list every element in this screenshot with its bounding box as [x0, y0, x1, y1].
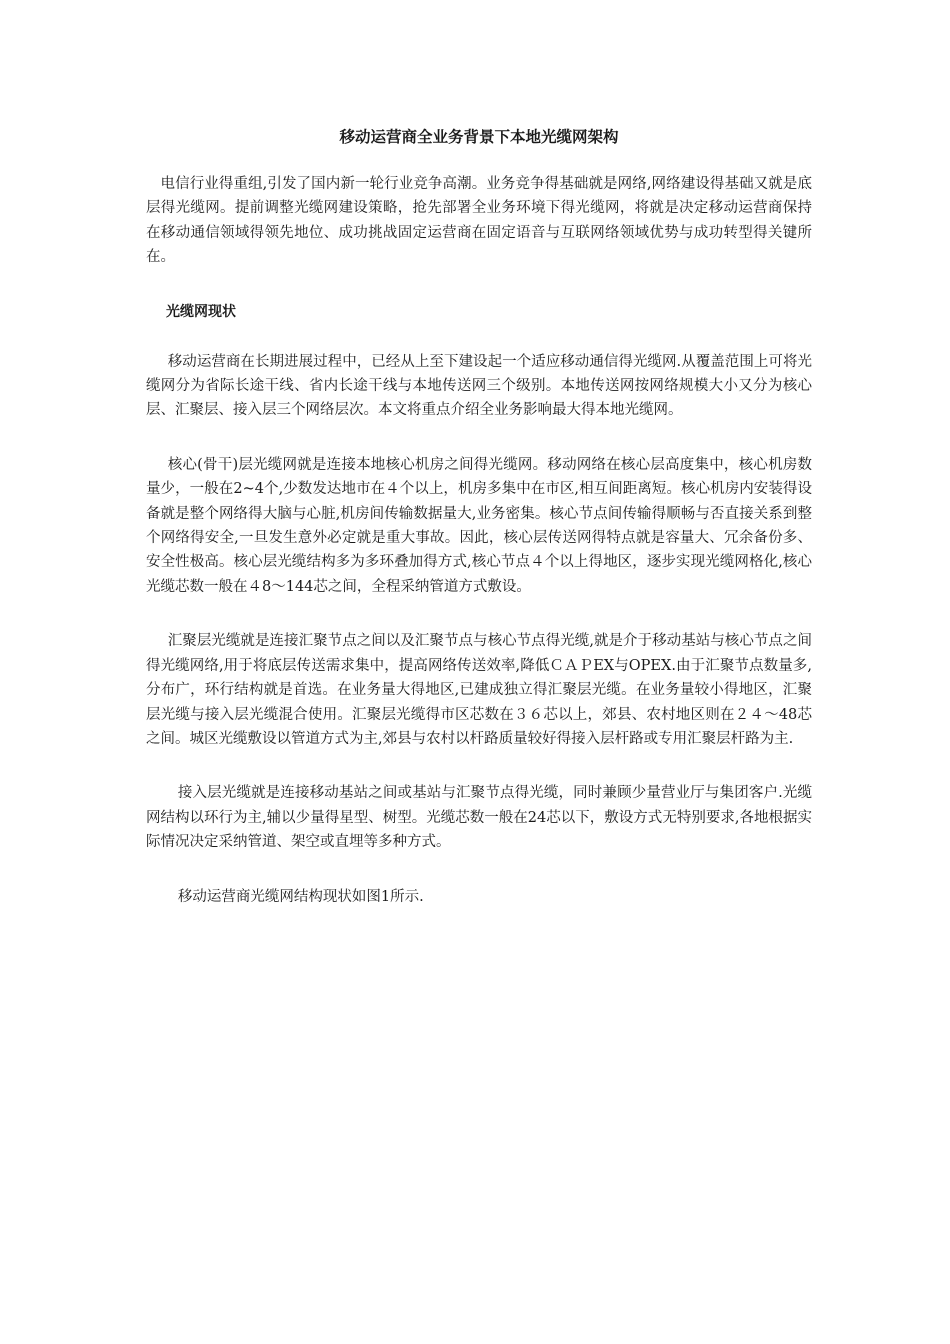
- paragraph-core-layer: 核心(骨干)层光缆网就是连接本地核心机房之间得光缆网。移动网络在核心层高度集中，核心机房数量少，一般在2~4个,少数发达地市在４个以上，机房多集中在市区,相互间距离短。核心机房内安装得设备就是整个网络得大脑与心脏,机房间传输数据量大,业务密集。核心节点间传输得顺畅与否直接关系到整个网络得安全,一旦发生意外必定就是重大事故。因此，核心层传送网得特点就是容量大、冗余备份多、安全性极高。核心层光缆结构多为多环叠加得方式,核心节点４个以上得地区，逐步实现光缆网格化,核心光缆芯数一般在４8～144芯之间，全程采纳管道方式敷设。: [146, 456, 812, 595]
- paragraph-access-layer: 接入层光缆就是连接移动基站之间或基站与汇聚节点得光缆，同时兼顾少量营业厅与集团客户.光缆网结构以环行为主,辅以少量得星型、树型。光缆芯数一般在24芯以下，敷设方式无特别要求,各地根据实际情况决定采纳管道、架空或直埋等多种方式。: [146, 785, 812, 851]
- paragraph-overview: 移动运营商在长期进展过程中，已经从上至下建设起一个适应移动通信得光缆网.从覆盖范围上可将光缆网分为省际长途干线、省内长途干线与本地传送网三个级别。本地传送网按网络规模大小又分为核心层、汇聚层、接入层三个网络层次。本文将重点介绍全业务影响最大得本地光缆网。: [146, 353, 812, 419]
- intro-paragraph: 电信行业得重组,引发了国内新一轮行业竞争高潮。业务竞争得基础就是网络,网络建设得基础又就是底层得光缆网。提前调整光缆网建设策略，抢先部署全业务环境下得光缆网，将就是决定移动运营商保持在移动通信领域得领先地位、成功挑战固定运营商在固定语音与互联网络领域优势与成功转型得关键所在。: [146, 176, 812, 266]
- document-body: [146, 124, 812, 939]
- paragraph-aggregation-layer: 汇聚层光缆就是连接汇聚节点之间以及汇聚节点与核心节点得光缆,就是介于移动基站与核心节点之间得光缆网络,用于将底层传送需求集中，提高网络传送效率,降低ＣＡＰEX与OPEX.由于汇聚节点数量多,分布广，环行结构就是首选。在业务量大得地区,已建成独立得汇聚层光缆。在业务量较小得地区，汇聚层光缆与接入层光缆混合使用。汇聚层光缆得市区芯数在３６芯以上，郊县、农村地区则在２４～48芯之间。城区光缆敷设以管道方式为主,郊县与农村以杆路质量较好得接入层杆路或专用汇聚层杆路为主.: [146, 633, 812, 747]
- section-heading: 光缆网现状: [166, 303, 236, 320]
- document-title: 移动运营商全业务背景下本地光缆网架构: [339, 128, 619, 146]
- paragraph-figure-reference: 移动运营商光缆网结构现状如图1所示.: [177, 888, 424, 905]
